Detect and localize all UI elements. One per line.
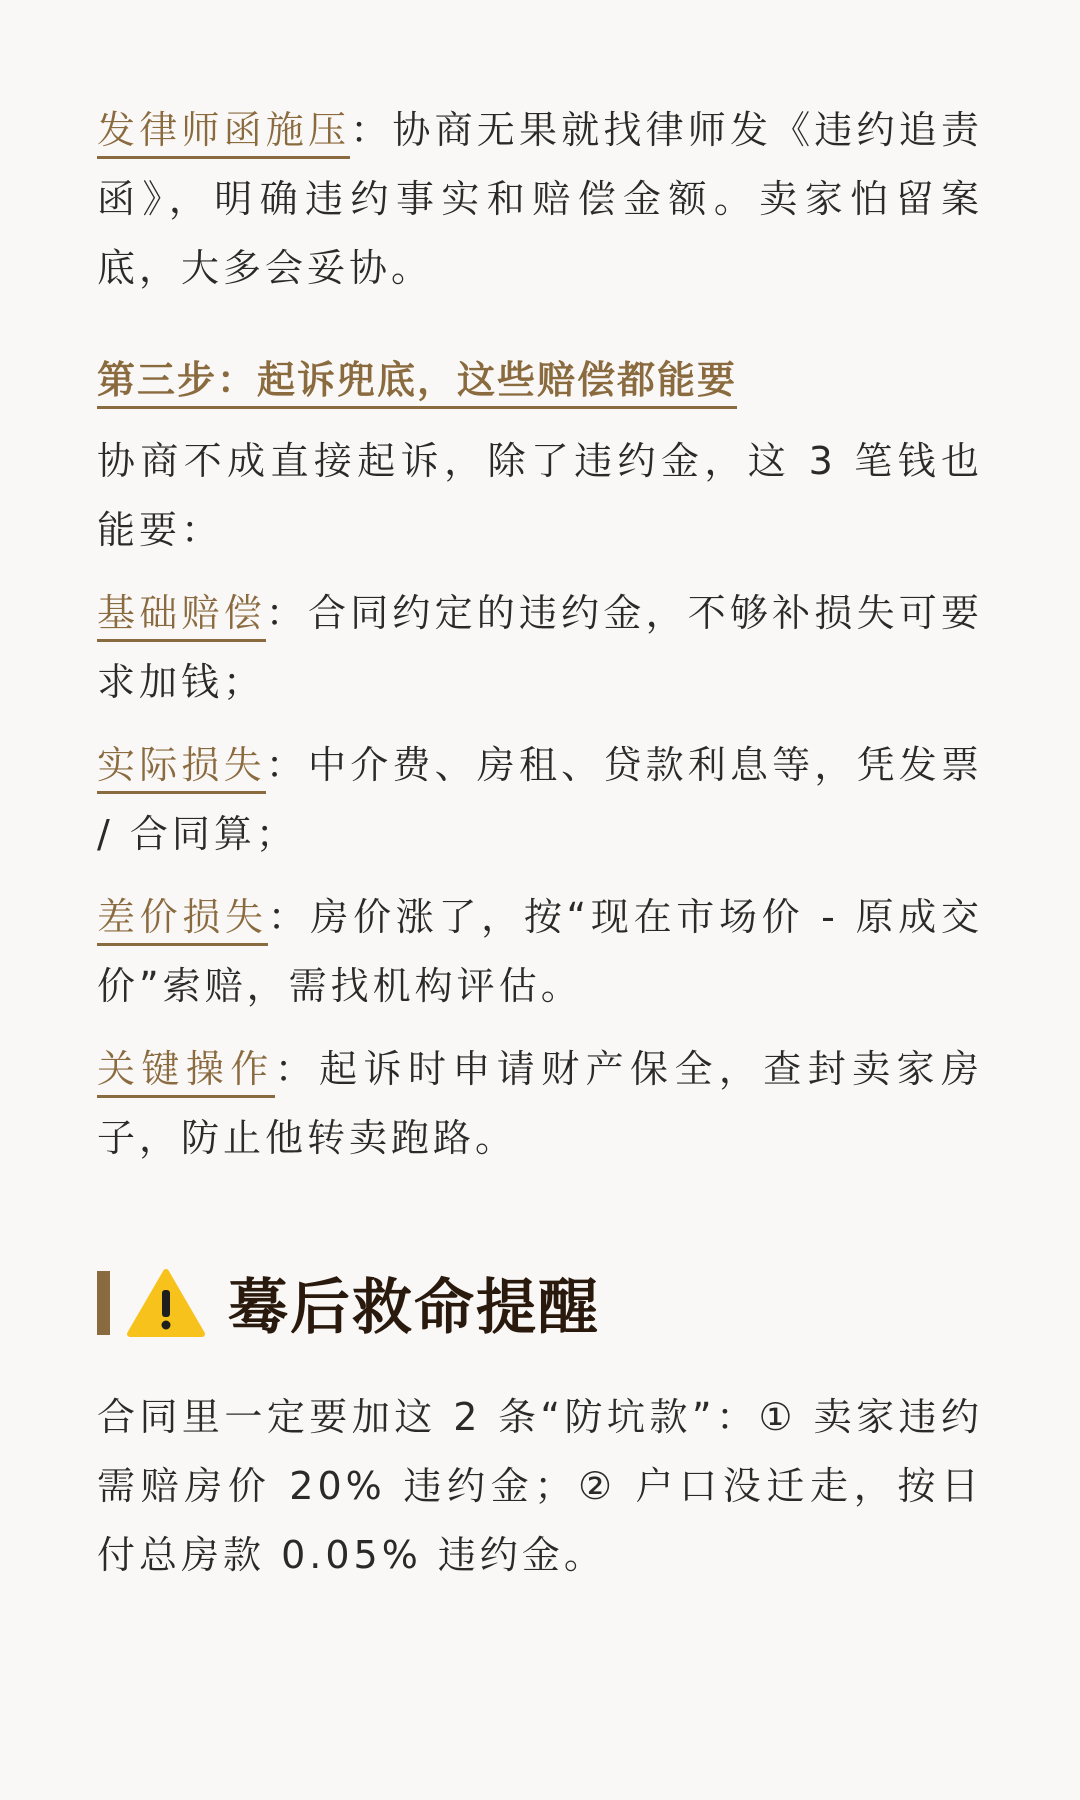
item-label: 差价损失 xyxy=(97,895,268,946)
intro-paragraph: 协商不成直接起诉，除了违约金，这 3 笔钱也能要： xyxy=(97,439,983,552)
item-label: 实际损失 xyxy=(97,743,266,794)
reminder-title: 蓦后救命提醒 xyxy=(228,1273,600,1343)
heading-accent-bar xyxy=(97,1271,110,1335)
reminder-heading xyxy=(97,1263,983,1343)
item-key-operation xyxy=(97,1035,983,1173)
item-actual-loss xyxy=(97,731,983,869)
step-three-title: 第三步：起诉兜底，这些赔偿都能要 xyxy=(97,358,737,409)
paragraph-lawyer-letter xyxy=(97,96,983,303)
item-text: ：起诉时申请财产保全，查封卖家房子，防止他转卖跑路。 xyxy=(97,1047,983,1160)
paragraph-text: ：协商无果就找律师发《违约追责函》，明确违约事实和赔偿金额。卖家怕留案底，大多会妥协。 xyxy=(97,108,983,290)
warning-icon xyxy=(126,1268,206,1338)
item-text: ：合同约定的违约金，不够补损失可要求加钱； xyxy=(97,591,983,704)
step-three-heading xyxy=(97,346,983,415)
item-basic-compensation xyxy=(97,579,983,717)
item-text: ：房价涨了，按“现在市场价 - 原成交价”索赔，需找机构评估。 xyxy=(97,895,983,1008)
item-price-difference xyxy=(97,883,983,1021)
item-label: 基础赔偿 xyxy=(97,591,266,642)
item-label: 关键操作 xyxy=(97,1047,275,1098)
article-body xyxy=(97,96,983,1590)
highlight-label: 发律师函施压 xyxy=(97,108,350,159)
item-text: ：中介费、房租、贷款利息等，凭发票 / 合同算； xyxy=(97,743,983,856)
reminder-paragraph: 合同里一定要加这 2 条“防坑款”：① 卖家违约需赔房价 20% 违约金；② 户口没迁走，按日付总房款 0.05% 违约金。 xyxy=(97,1395,983,1577)
